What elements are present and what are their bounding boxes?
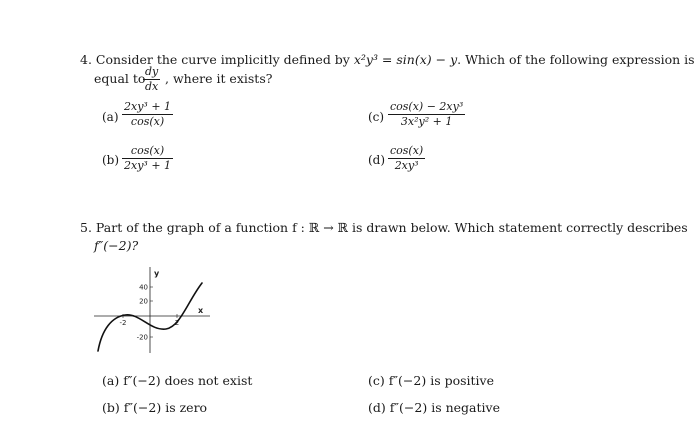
q4-option-a-num: 2xy³ + 1 [124, 100, 172, 113]
q5-option-d-text: f″(−2) is negative [389, 400, 500, 415]
q4-option-a-fraction[interactable] [122, 101, 173, 128]
q5-option-a[interactable] [102, 373, 252, 389]
q5-option-b-text: f″(−2) is zero [123, 400, 208, 415]
q5-option-b-label: (b) [102, 400, 120, 415]
q4-stem-post: . Which of the following expression is [457, 52, 695, 67]
q4-stem-line1 [80, 52, 695, 68]
q4-stem-line2-pre: equal to [94, 71, 146, 86]
q4-dydx-num: dy [145, 65, 159, 78]
q5-stem-text: Part of the graph of a function f : ℝ → ℝ is drawn below. Which statement correctly describes [95, 220, 688, 235]
y-tick-label-40: 40 [139, 283, 148, 292]
q4-option-c-num: cos(x) − 2xy³ [390, 100, 464, 113]
q4-option-b-num: cos(x) [122, 145, 173, 159]
q4-option-c-label[interactable]: (c) [368, 110, 385, 124]
q5-option-d[interactable] [368, 400, 500, 416]
q5-stem-line2 [94, 238, 138, 254]
q4-option-b-fraction[interactable] [122, 145, 173, 172]
q5-option-d-label: (d) [368, 400, 386, 415]
q4-option-a-den: cos(x) [130, 115, 165, 128]
x-tick-label-neg2: -2 [119, 319, 127, 327]
y-tick-label-20: 20 [139, 297, 148, 306]
q4-stem-pre: Consider the curve implicitly defined by [95, 52, 354, 67]
q4-option-c-den: 3x²y² + 1 [400, 115, 453, 128]
q5-option-b[interactable] [102, 400, 207, 416]
q5-option-c[interactable] [368, 373, 494, 389]
q4-option-d-num: cos(x) [390, 144, 424, 157]
x-axis-label: x [198, 306, 204, 315]
q4-option-b-label[interactable]: (b) [102, 153, 120, 167]
q4-option-d-den: 2xy³ [394, 159, 419, 172]
q5-option-a-text: f″(−2) does not exist [123, 373, 253, 388]
q5-stem-line1 [80, 220, 688, 236]
q4-option-b-den: 2xy³ + 1 [124, 159, 172, 172]
q5-option-a-label: (a) [102, 373, 120, 388]
q4-dydx-den: dx [145, 80, 159, 93]
y-tick-label-neg20: -20 [136, 333, 148, 342]
function-graph [92, 265, 212, 355]
q4-number: 4. [80, 52, 92, 67]
q5-number: 5. [80, 220, 92, 235]
q4-stem-line2-post: , where it exists? [165, 71, 273, 86]
q4-option-a-label[interactable]: (a) [102, 110, 119, 124]
q4-option-d-fraction[interactable] [388, 145, 425, 172]
q4-dydx-fraction [143, 66, 160, 93]
q4-option-c-fraction[interactable] [388, 101, 465, 128]
q5-stem-target: f″(−2)? [94, 238, 139, 253]
q4-curve-equation: x²y³ = sin(x) − y [353, 52, 458, 67]
x-tick-label-2: 2 [174, 319, 180, 327]
q5-option-c-label: (c) [368, 373, 385, 388]
y-axis-label: y [154, 269, 160, 278]
q4-option-d-label[interactable]: (d) [368, 153, 386, 167]
q5-option-c-text: f″(−2) is positive [388, 373, 495, 388]
